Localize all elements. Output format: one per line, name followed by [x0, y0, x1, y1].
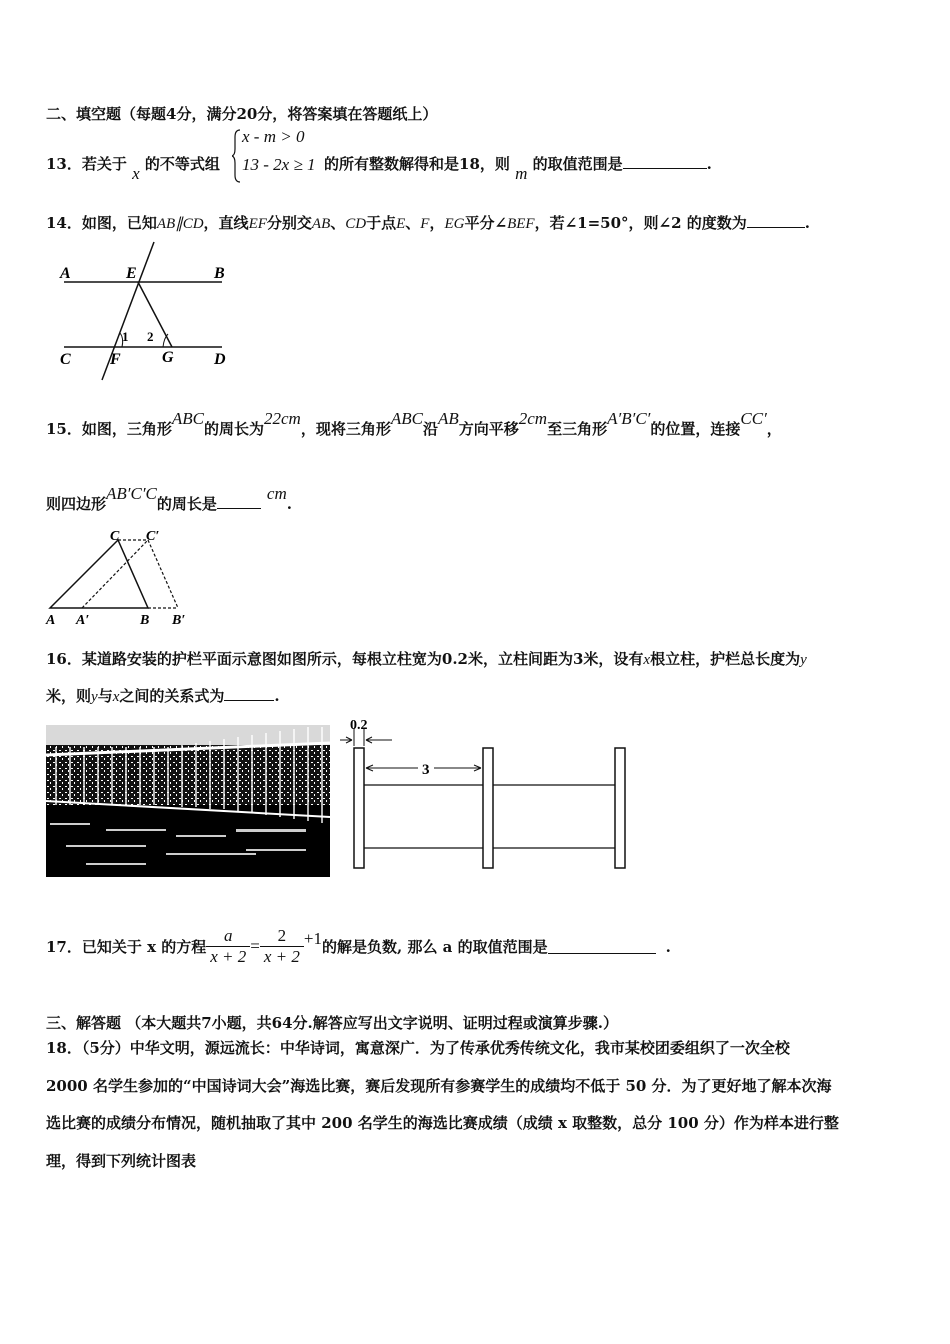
label-c: C — [110, 529, 120, 544]
answer-blank-17[interactable] — [548, 939, 656, 954]
label-post-width: 0.2 — [350, 718, 368, 733]
label-a: A — [46, 613, 56, 628]
question-13: 13．若关于 x 的不等式组 — [46, 155, 220, 183]
answer-blank-14[interactable] — [747, 213, 805, 228]
figure-triangle-translation — [40, 528, 200, 632]
question-18-line2: 2000 名学生参加的“中国诗词大会”海选比赛，赛后发现所有参赛学生的成绩均不低于 50 分．为了更好地了解本次海 — [46, 1077, 832, 1095]
label-a-prime: A′ — [76, 613, 90, 628]
question-15-line1: 15．如图，三角形ABC的周长为22cm，现将三角形ABC沿AB方向平移2cm至三角形A′B′C′的位置，连接CC′， — [46, 409, 782, 438]
label-spacing: 3 — [422, 762, 430, 778]
triangle-abc — [50, 540, 148, 608]
question-13-cont: 的所有整数解得和是18，则 m 的取值范围是 . — [324, 155, 712, 183]
inequality-1: x - m > 0 — [242, 127, 305, 146]
answer-blank-15[interactable] — [217, 494, 261, 509]
question-15-line2: 则四边形AB′C′C的周长是cm. — [46, 484, 292, 513]
question-16-line1: 16．某道路安装的护栏平面示意图如图所示，每根立柱宽为0.2米，立柱间距为3米，设有x根立柱，护栏总长度为y — [46, 650, 807, 668]
line-ac-prime — [82, 540, 148, 608]
question-18-line3: 选比赛的成绩分布情况，随机抽取了其中 200 名学生的海选比赛成绩（成绩 x 取整数，总分 100 分）作为样本进行整 — [46, 1114, 839, 1132]
brace-icon — [232, 129, 242, 183]
post-3 — [615, 748, 625, 868]
label-c: C — [60, 351, 71, 368]
var-m: m — [515, 164, 528, 183]
section-title-fill-blank: 二、填空题（每题4分，满分20分，将答案填在答题纸上） — [46, 105, 438, 123]
question-17: 17．已知关于 x 的方程 $\frac{a}{x + 2}$ = $\frac{2}{x + 2}$ +1的解是负数, 那么 a 的取值范围是 . — [46, 926, 671, 966]
post-2 — [483, 748, 493, 868]
label-a: A — [60, 265, 71, 282]
question-14: 14．如图，已知AB∥CD，直线EF分别交AB、CD于点E、F，EG平分∠BEF，若∠1=50°，则∠2 的度数为 . — [46, 214, 810, 232]
label-b-prime: B′ — [172, 613, 186, 628]
label-g: G — [162, 349, 174, 366]
line-bc-prime — [148, 540, 178, 608]
fraction-2: $\frac{2}{x + 2}$ — [260, 926, 304, 967]
line-eg — [138, 282, 172, 347]
label-angle-2: 2 — [147, 329, 154, 344]
post-1 — [354, 748, 364, 868]
label-e: E — [126, 265, 137, 282]
label-b: B — [140, 613, 150, 628]
label-b: B — [214, 265, 225, 282]
question-18-line1: 18．（5分）中华文明，源远流长：中华诗词，寓意深广．为了传承优秀传统文化，我市某校团委组织了一次全校 — [46, 1039, 790, 1057]
question-18-line4: 理，得到下列统计图表 — [46, 1152, 197, 1170]
guardrail-photo — [46, 725, 330, 877]
fraction-1: $\frac{a}{x + 2}$ — [206, 926, 250, 967]
answer-blank-16[interactable] — [224, 686, 274, 701]
figure-parallel-lines — [50, 238, 240, 383]
question-16-line2: 米，则y与x之间的关系式为 . — [46, 687, 280, 705]
section-title-answer: 三、解答题 （本大题共7小题，共64分.解答应写出文字说明、证明过程或演算步骤.） — [46, 1014, 618, 1032]
label-angle-1: 1 — [122, 329, 129, 344]
var-x: x — [132, 164, 140, 183]
inequality-2: 13 - 2x ≥ 1 — [242, 155, 316, 174]
answer-blank-13[interactable] — [623, 154, 707, 169]
guardrail-schematic — [340, 712, 640, 872]
label-c-prime: C′ — [146, 529, 160, 544]
label-d: D — [214, 351, 226, 368]
label-f: F — [110, 351, 121, 368]
